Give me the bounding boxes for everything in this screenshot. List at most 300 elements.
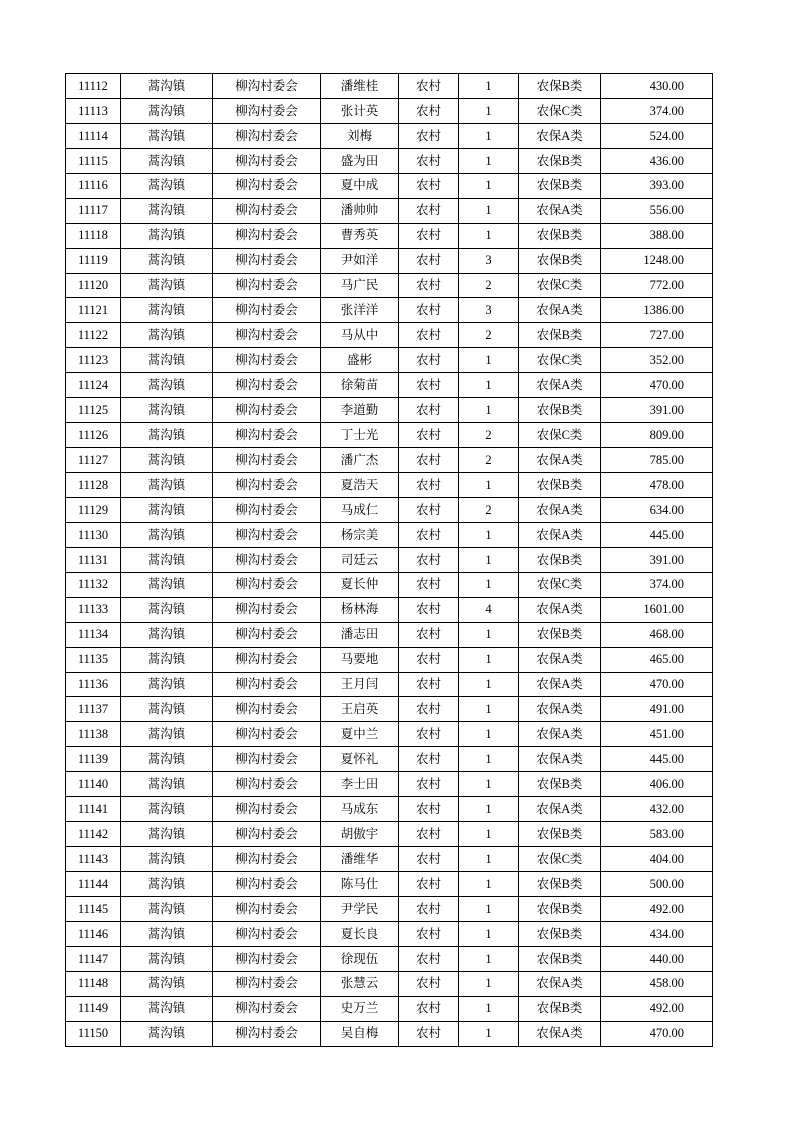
cell-category: 农保B类 [519,398,601,423]
cell-residence: 农村 [399,223,459,248]
cell-town: 蒿沟镇 [121,647,213,672]
cell-amount: 1248.00 [601,248,713,273]
cell-count: 1 [459,148,519,173]
cell-count: 1 [459,772,519,797]
cell-id: 11126 [66,423,121,448]
cell-town: 蒿沟镇 [121,847,213,872]
cell-village: 柳沟村委会 [213,697,321,722]
cell-amount: 772.00 [601,273,713,298]
cell-town: 蒿沟镇 [121,547,213,572]
cell-category: 农保A类 [519,448,601,473]
cell-amount: 1601.00 [601,597,713,622]
cell-id: 11116 [66,173,121,198]
cell-residence: 农村 [399,722,459,747]
cell-amount: 458.00 [601,971,713,996]
table-row [66,173,713,198]
cell-count: 1 [459,697,519,722]
cell-village: 柳沟村委会 [213,872,321,897]
table-row [66,398,713,423]
cell-category: 农保A类 [519,597,601,622]
table-row [66,198,713,223]
cell-category: 农保A类 [519,373,601,398]
cell-count: 1 [459,547,519,572]
table-body [66,74,713,1047]
cell-amount: 434.00 [601,921,713,946]
cell-town: 蒿沟镇 [121,223,213,248]
cell-village: 柳沟村委会 [213,772,321,797]
table-row [66,123,713,148]
cell-residence: 农村 [399,921,459,946]
cell-id: 11130 [66,522,121,547]
cell-town: 蒿沟镇 [121,597,213,622]
cell-name: 尹学民 [321,896,399,921]
cell-id: 11135 [66,647,121,672]
table-row [66,497,713,522]
cell-residence: 农村 [399,672,459,697]
cell-category: 农保B类 [519,173,601,198]
cell-amount: 352.00 [601,348,713,373]
cell-residence: 农村 [399,697,459,722]
cell-town: 蒿沟镇 [121,672,213,697]
cell-name: 马广民 [321,273,399,298]
cell-amount: 470.00 [601,1021,713,1046]
cell-residence: 农村 [399,747,459,772]
cell-id: 11127 [66,448,121,473]
table-row [66,248,713,273]
cell-amount: 468.00 [601,622,713,647]
cell-count: 1 [459,946,519,971]
cell-village: 柳沟村委会 [213,148,321,173]
cell-category: 农保B类 [519,323,601,348]
cell-residence: 农村 [399,971,459,996]
cell-count: 4 [459,597,519,622]
cell-id: 11117 [66,198,121,223]
table-row [66,921,713,946]
cell-category: 农保A类 [519,722,601,747]
cell-category: 农保A类 [519,697,601,722]
cell-town: 蒿沟镇 [121,473,213,498]
cell-category: 农保B类 [519,996,601,1021]
cell-id: 11150 [66,1021,121,1046]
cell-amount: 374.00 [601,572,713,597]
cell-category: 农保A类 [519,1021,601,1046]
cell-id: 11149 [66,996,121,1021]
payment-table [65,73,713,1047]
cell-residence: 农村 [399,622,459,647]
cell-category: 农保C类 [519,98,601,123]
cell-name: 夏中兰 [321,722,399,747]
cell-village: 柳沟村委会 [213,797,321,822]
cell-name: 司廷云 [321,547,399,572]
cell-village: 柳沟村委会 [213,173,321,198]
cell-amount: 445.00 [601,522,713,547]
cell-id: 11134 [66,622,121,647]
cell-category: 农保B类 [519,896,601,921]
cell-amount: 470.00 [601,373,713,398]
cell-name: 潘维华 [321,847,399,872]
cell-count: 3 [459,298,519,323]
cell-id: 11129 [66,497,121,522]
cell-name: 王月闫 [321,672,399,697]
cell-category: 农保B类 [519,822,601,847]
cell-residence: 农村 [399,497,459,522]
cell-name: 夏浩天 [321,473,399,498]
cell-village: 柳沟村委会 [213,248,321,273]
cell-category: 农保A类 [519,123,601,148]
cell-residence: 农村 [399,148,459,173]
cell-category: 农保A类 [519,497,601,522]
cell-category: 农保C类 [519,847,601,872]
cell-amount: 436.00 [601,148,713,173]
cell-id: 11139 [66,747,121,772]
cell-category: 农保A类 [519,747,601,772]
cell-category: 农保B类 [519,772,601,797]
cell-count: 1 [459,747,519,772]
cell-count: 1 [459,398,519,423]
table-row [66,797,713,822]
cell-name: 马从中 [321,323,399,348]
table-row [66,373,713,398]
table-row [66,547,713,572]
cell-residence: 农村 [399,198,459,223]
cell-amount: 492.00 [601,896,713,921]
cell-residence: 农村 [399,473,459,498]
cell-name: 张洋洋 [321,298,399,323]
cell-count: 1 [459,921,519,946]
cell-village: 柳沟村委会 [213,497,321,522]
table-row [66,572,713,597]
cell-village: 柳沟村委会 [213,522,321,547]
cell-town: 蒿沟镇 [121,896,213,921]
cell-name: 张计英 [321,98,399,123]
table-row [66,697,713,722]
cell-category: 农保C类 [519,423,601,448]
table-row [66,223,713,248]
cell-name: 徐菊苗 [321,373,399,398]
table-row [66,423,713,448]
cell-town: 蒿沟镇 [121,74,213,99]
cell-village: 柳沟村委会 [213,896,321,921]
cell-town: 蒿沟镇 [121,971,213,996]
table-row [66,971,713,996]
cell-village: 柳沟村委会 [213,822,321,847]
cell-id: 11133 [66,597,121,622]
cell-residence: 农村 [399,173,459,198]
cell-town: 蒿沟镇 [121,198,213,223]
cell-count: 1 [459,98,519,123]
cell-count: 2 [459,497,519,522]
cell-village: 柳沟村委会 [213,198,321,223]
cell-name: 杨林海 [321,597,399,622]
cell-residence: 农村 [399,522,459,547]
cell-residence: 农村 [399,248,459,273]
cell-town: 蒿沟镇 [121,123,213,148]
cell-count: 1 [459,647,519,672]
table-row [66,872,713,897]
cell-village: 柳沟村委会 [213,74,321,99]
cell-name: 徐现伍 [321,946,399,971]
cell-count: 1 [459,847,519,872]
cell-residence: 农村 [399,398,459,423]
cell-amount: 404.00 [601,847,713,872]
cell-category: 农保A类 [519,198,601,223]
cell-count: 1 [459,223,519,248]
table-row [66,996,713,1021]
cell-category: 农保B类 [519,946,601,971]
cell-name: 潘志田 [321,622,399,647]
cell-residence: 农村 [399,996,459,1021]
cell-village: 柳沟村委会 [213,398,321,423]
cell-name: 潘广杰 [321,448,399,473]
cell-id: 11123 [66,348,121,373]
cell-town: 蒿沟镇 [121,797,213,822]
cell-count: 1 [459,822,519,847]
cell-amount: 470.00 [601,672,713,697]
cell-village: 柳沟村委会 [213,1021,321,1046]
cell-town: 蒿沟镇 [121,622,213,647]
cell-town: 蒿沟镇 [121,921,213,946]
cell-town: 蒿沟镇 [121,996,213,1021]
cell-count: 1 [459,797,519,822]
cell-name: 李道勤 [321,398,399,423]
cell-town: 蒿沟镇 [121,148,213,173]
table-row [66,1021,713,1046]
cell-count: 1 [459,572,519,597]
cell-amount: 785.00 [601,448,713,473]
table-row [66,448,713,473]
cell-count: 1 [459,1021,519,1046]
cell-village: 柳沟村委会 [213,996,321,1021]
cell-count: 1 [459,173,519,198]
cell-id: 11113 [66,98,121,123]
cell-category: 农保A类 [519,298,601,323]
cell-village: 柳沟村委会 [213,747,321,772]
cell-residence: 农村 [399,98,459,123]
cell-amount: 432.00 [601,797,713,822]
cell-id: 11124 [66,373,121,398]
cell-id: 11131 [66,547,121,572]
cell-village: 柳沟村委会 [213,373,321,398]
cell-residence: 农村 [399,348,459,373]
cell-residence: 农村 [399,647,459,672]
cell-town: 蒿沟镇 [121,248,213,273]
cell-amount: 391.00 [601,398,713,423]
cell-town: 蒿沟镇 [121,98,213,123]
cell-name: 刘梅 [321,123,399,148]
cell-name: 陈马仕 [321,872,399,897]
cell-residence: 农村 [399,797,459,822]
cell-town: 蒿沟镇 [121,747,213,772]
cell-name: 马成仁 [321,497,399,522]
cell-town: 蒿沟镇 [121,423,213,448]
cell-category: 农保B类 [519,74,601,99]
cell-category: 农保A类 [519,971,601,996]
cell-village: 柳沟村委会 [213,123,321,148]
cell-village: 柳沟村委会 [213,622,321,647]
cell-name: 夏怀礼 [321,747,399,772]
cell-count: 1 [459,971,519,996]
cell-amount: 478.00 [601,473,713,498]
cell-category: 农保A类 [519,672,601,697]
cell-category: 农保B类 [519,872,601,897]
cell-id: 11122 [66,323,121,348]
cell-id: 11114 [66,123,121,148]
cell-id: 11136 [66,672,121,697]
cell-category: 农保B类 [519,248,601,273]
cell-town: 蒿沟镇 [121,398,213,423]
cell-amount: 492.00 [601,996,713,1021]
cell-id: 11137 [66,697,121,722]
table-row [66,896,713,921]
cell-name: 李士田 [321,772,399,797]
cell-village: 柳沟村委会 [213,273,321,298]
cell-town: 蒿沟镇 [121,697,213,722]
cell-amount: 634.00 [601,497,713,522]
cell-amount: 491.00 [601,697,713,722]
table-row [66,273,713,298]
cell-category: 农保A类 [519,797,601,822]
cell-residence: 农村 [399,597,459,622]
cell-count: 1 [459,896,519,921]
cell-amount: 391.00 [601,547,713,572]
cell-name: 王启英 [321,697,399,722]
cell-name: 盛为田 [321,148,399,173]
cell-id: 11146 [66,921,121,946]
table-row [66,98,713,123]
cell-residence: 农村 [399,448,459,473]
cell-residence: 农村 [399,373,459,398]
cell-count: 1 [459,672,519,697]
cell-village: 柳沟村委会 [213,572,321,597]
cell-id: 11143 [66,847,121,872]
cell-town: 蒿沟镇 [121,273,213,298]
cell-village: 柳沟村委会 [213,298,321,323]
cell-category: 农保B类 [519,148,601,173]
cell-count: 1 [459,872,519,897]
cell-id: 11118 [66,223,121,248]
table-row [66,722,713,747]
cell-id: 11132 [66,572,121,597]
cell-residence: 农村 [399,273,459,298]
cell-amount: 583.00 [601,822,713,847]
cell-residence: 农村 [399,572,459,597]
table-row [66,672,713,697]
cell-id: 11144 [66,872,121,897]
cell-amount: 727.00 [601,323,713,348]
cell-id: 11115 [66,148,121,173]
cell-count: 1 [459,522,519,547]
table-row [66,647,713,672]
cell-name: 吴自梅 [321,1021,399,1046]
cell-village: 柳沟村委会 [213,547,321,572]
cell-id: 11142 [66,822,121,847]
table-row [66,772,713,797]
cell-residence: 农村 [399,896,459,921]
cell-count: 1 [459,348,519,373]
cell-amount: 451.00 [601,722,713,747]
cell-village: 柳沟村委会 [213,847,321,872]
cell-name: 曹秀英 [321,223,399,248]
cell-village: 柳沟村委会 [213,223,321,248]
cell-town: 蒿沟镇 [121,348,213,373]
cell-amount: 465.00 [601,647,713,672]
cell-amount: 388.00 [601,223,713,248]
cell-town: 蒿沟镇 [121,448,213,473]
cell-name: 潘帅帅 [321,198,399,223]
cell-village: 柳沟村委会 [213,647,321,672]
cell-village: 柳沟村委会 [213,921,321,946]
cell-town: 蒿沟镇 [121,722,213,747]
cell-amount: 500.00 [601,872,713,897]
cell-count: 1 [459,622,519,647]
cell-residence: 农村 [399,547,459,572]
cell-id: 11112 [66,74,121,99]
cell-name: 盛彬 [321,348,399,373]
cell-name: 丁士光 [321,423,399,448]
cell-village: 柳沟村委会 [213,98,321,123]
cell-name: 杨宗美 [321,522,399,547]
cell-residence: 农村 [399,323,459,348]
cell-id: 11138 [66,722,121,747]
cell-town: 蒿沟镇 [121,946,213,971]
cell-name: 马要地 [321,647,399,672]
cell-amount: 374.00 [601,98,713,123]
cell-amount: 393.00 [601,173,713,198]
cell-residence: 农村 [399,946,459,971]
cell-count: 1 [459,722,519,747]
cell-village: 柳沟村委会 [213,597,321,622]
cell-residence: 农村 [399,298,459,323]
cell-id: 11140 [66,772,121,797]
cell-residence: 农村 [399,822,459,847]
cell-name: 尹如洋 [321,248,399,273]
cell-village: 柳沟村委会 [213,971,321,996]
table-row [66,74,713,99]
cell-amount: 406.00 [601,772,713,797]
cell-residence: 农村 [399,772,459,797]
cell-name: 潘维桂 [321,74,399,99]
cell-count: 1 [459,198,519,223]
cell-town: 蒿沟镇 [121,522,213,547]
cell-town: 蒿沟镇 [121,872,213,897]
cell-town: 蒿沟镇 [121,298,213,323]
cell-amount: 1386.00 [601,298,713,323]
cell-count: 1 [459,123,519,148]
cell-residence: 农村 [399,1021,459,1046]
cell-village: 柳沟村委会 [213,348,321,373]
cell-category: 农保B类 [519,473,601,498]
cell-count: 1 [459,74,519,99]
cell-residence: 农村 [399,847,459,872]
cell-amount: 445.00 [601,747,713,772]
cell-name: 夏中成 [321,173,399,198]
cell-id: 11120 [66,273,121,298]
cell-amount: 440.00 [601,946,713,971]
cell-name: 夏长仲 [321,572,399,597]
table-row [66,822,713,847]
table-row [66,597,713,622]
cell-town: 蒿沟镇 [121,1021,213,1046]
cell-category: 农保B类 [519,921,601,946]
table-row [66,747,713,772]
table-row [66,946,713,971]
cell-village: 柳沟村委会 [213,672,321,697]
table-row [66,348,713,373]
cell-name: 马成东 [321,797,399,822]
cell-village: 柳沟村委会 [213,473,321,498]
cell-count: 1 [459,473,519,498]
cell-town: 蒿沟镇 [121,822,213,847]
